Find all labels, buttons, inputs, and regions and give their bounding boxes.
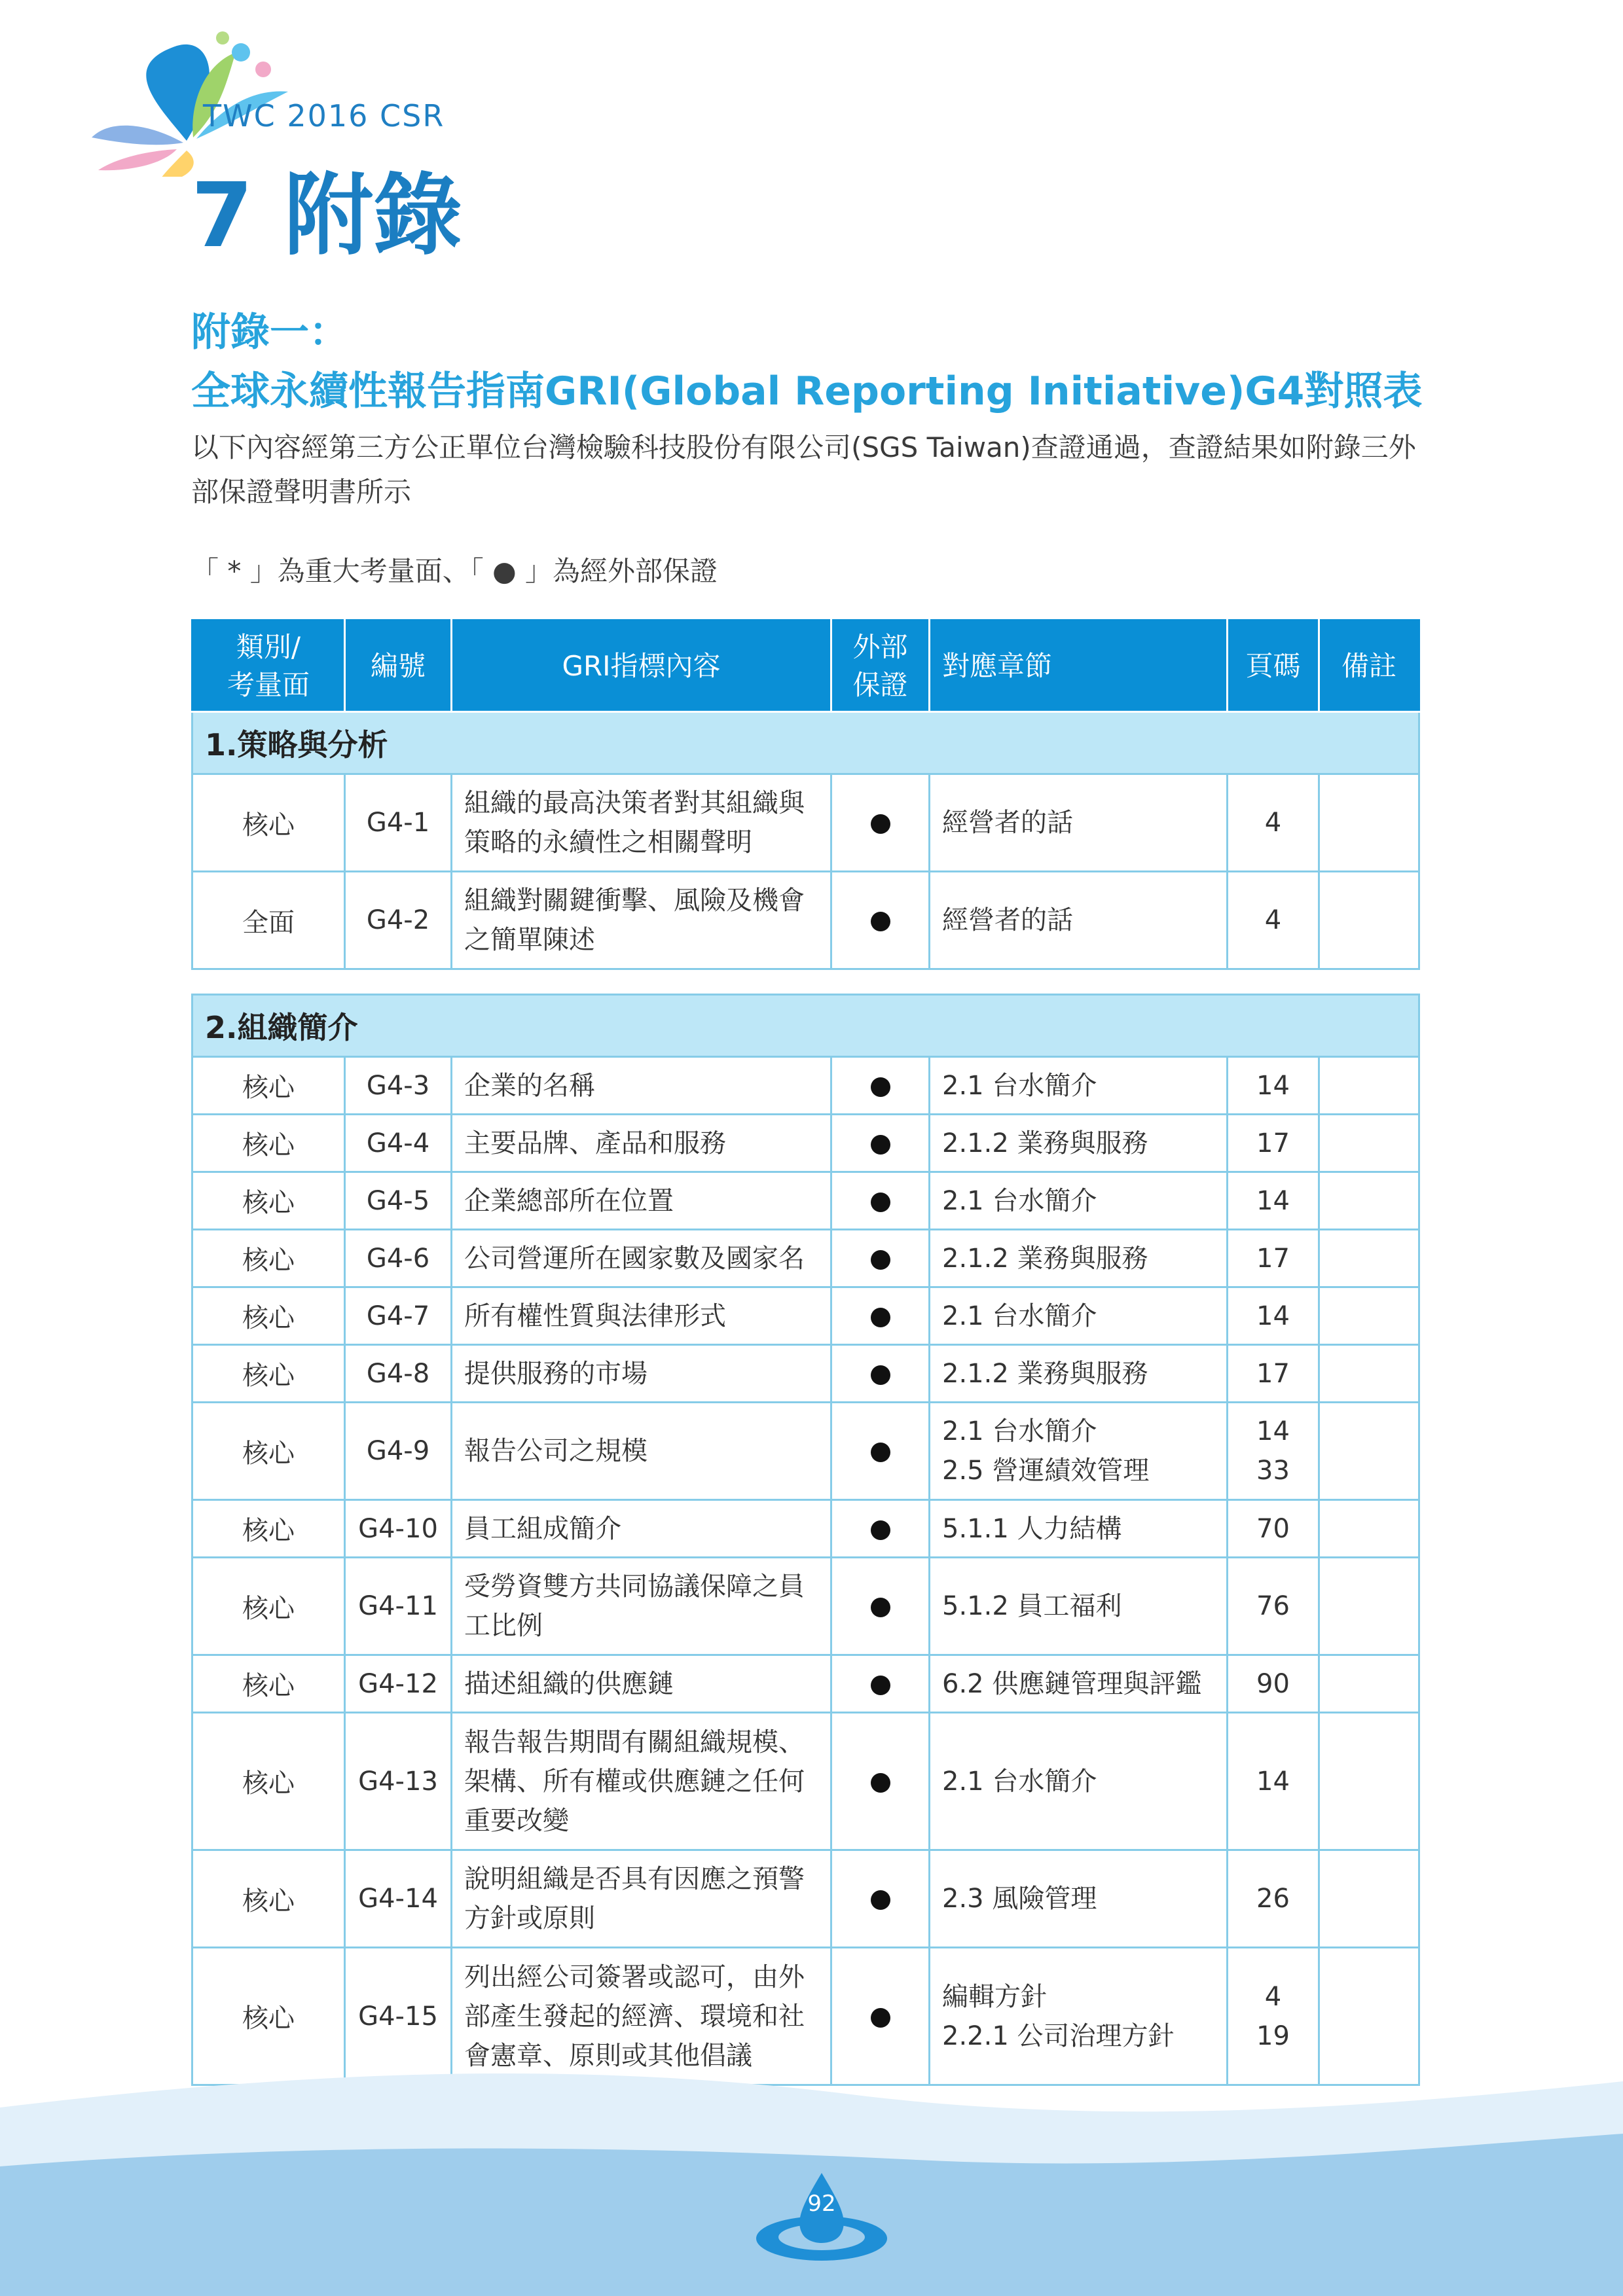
category-cell: 核心	[192, 1403, 345, 1500]
remark-cell	[1319, 1345, 1419, 1403]
remark-cell	[1319, 1057, 1419, 1115]
category-cell: 核心	[192, 1713, 345, 1850]
assurance-cell	[831, 1172, 930, 1230]
section-row	[192, 995, 1419, 1057]
assurance-cell	[831, 1403, 930, 1500]
section-cell-line: 2.2.1 公司治理方針	[942, 2020, 1175, 2051]
code-cell: G4-11	[345, 1558, 452, 1655]
table-row	[192, 872, 1419, 969]
content-cell	[452, 1115, 831, 1172]
category-cell: 核心	[192, 1230, 345, 1287]
page-cell-line: 76	[1256, 1591, 1290, 1621]
content-cell-line: 提供服務的市場	[464, 1358, 647, 1389]
legend-note: 「 * 」為重大考量面、「 ● 」為經外部保證	[191, 555, 718, 587]
remark-cell	[1319, 872, 1419, 969]
table-row	[192, 1655, 1419, 1713]
section-cell-line: 6.2 供應鏈管理與評鑑	[942, 1668, 1202, 1699]
table-row	[192, 1850, 1419, 1948]
header-content: GRI指標內容	[452, 620, 831, 712]
content-cell	[452, 1948, 831, 2085]
assurance-cell	[831, 1230, 930, 1287]
section-title: 2.組織簡介	[192, 995, 1419, 1057]
assured-dot-icon	[871, 1135, 890, 1155]
code-cell: G4-14	[345, 1850, 452, 1948]
category-cell: 核心	[192, 1558, 345, 1655]
content-cell-line: 企業總部所在位置	[464, 1185, 674, 1216]
content-cell	[452, 1403, 831, 1500]
content-cell-line: 公司營運所在國家數及國家名	[464, 1243, 805, 1274]
content-cell-line: 列出經公司簽署或認可，由外	[464, 1962, 805, 1992]
remark-cell	[1319, 1115, 1419, 1172]
page-cell-line: 26	[1256, 1884, 1290, 1914]
table-row	[192, 1230, 1419, 1287]
content-cell	[452, 1057, 831, 1115]
content-cell-line: 策略的永續性之相關聲明	[464, 827, 752, 857]
remark-cell	[1319, 1850, 1419, 1948]
logo-dot-pink	[255, 62, 271, 77]
brand-text: TWC 2016 CSR	[203, 98, 445, 134]
table-row	[192, 774, 1419, 872]
content-cell-line: 會憲章、原則或其他倡議	[464, 2040, 752, 2071]
logo-petal-pink	[98, 149, 177, 170]
code-cell: G4-9	[345, 1403, 452, 1500]
page-cell	[1228, 1850, 1319, 1948]
content-cell-line: 方針或原則	[464, 1903, 595, 1933]
category-cell: 核心	[192, 1057, 345, 1115]
remark-cell	[1319, 1230, 1419, 1287]
section-cell-line: 5.1.1 人力結構	[942, 1513, 1122, 1544]
category-cell: 核心	[192, 1115, 345, 1172]
page-cell-line: 14	[1256, 1300, 1290, 1331]
content-cell-line: 報告公司之規模	[464, 1436, 647, 1466]
section-cell-line: 2.1 台水簡介	[942, 1185, 1097, 1216]
content-cell	[452, 774, 831, 872]
table-row	[192, 1057, 1419, 1115]
code-cell: G4-5	[345, 1172, 452, 1230]
content-cell	[452, 1287, 831, 1345]
gri-table-profile	[191, 994, 1420, 2086]
content-cell	[452, 1230, 831, 1287]
remark-cell	[1319, 1713, 1419, 1850]
category-cell: 核心	[192, 1172, 345, 1230]
header-assurance: 外部 保證	[831, 620, 930, 712]
category-cell: 核心	[192, 774, 345, 872]
section-cell-line: 2.1 台水簡介	[942, 1070, 1097, 1101]
content-cell-line: 組織的最高決策者對其組織與	[464, 788, 805, 818]
remark-cell	[1319, 1172, 1419, 1230]
code-cell: G4-7	[345, 1287, 452, 1345]
appendix-title: 全球永續性報告指南GRI(Global Reporting Initiative)G4對照表	[191, 368, 1423, 414]
category-cell: 核心	[192, 1948, 345, 2085]
section-cell-line: 經營者的話	[942, 808, 1073, 838]
table-row	[192, 1345, 1419, 1403]
remark-cell	[1319, 1948, 1419, 2085]
content-cell-line: 企業的名稱	[464, 1070, 595, 1101]
assured-dot-icon	[871, 1890, 890, 1910]
appendix-label: 附錄一：	[191, 310, 348, 355]
page-cell	[1228, 1713, 1319, 1850]
table-row	[192, 1500, 1419, 1558]
section-cell	[930, 1655, 1228, 1713]
content-cell	[452, 1655, 831, 1713]
chapter-title: 7 附錄	[191, 164, 462, 268]
section-cell-line: 經營者的話	[942, 905, 1073, 935]
table-row	[192, 1172, 1419, 1230]
code-cell: G4-13	[345, 1713, 452, 1850]
remark-cell	[1319, 1558, 1419, 1655]
content-cell-line: 部產生發起的經濟、環境和社	[464, 2001, 805, 2032]
content-cell-line: 受勞資雙方共同協議保障之員	[464, 1571, 805, 1602]
section-cell-line: 2.1 台水簡介	[942, 1416, 1097, 1446]
header-category: 類別/ 考量面	[192, 620, 345, 712]
section-cell-line: 2.1.2 業務與服務	[942, 1128, 1148, 1158]
section-cell	[930, 1948, 1228, 2085]
section-title: 1.策略與分析	[192, 712, 1419, 774]
assurance-cell	[831, 1115, 930, 1172]
assurance-cell	[831, 1850, 930, 1948]
page-number: 92	[807, 2191, 836, 2217]
header-section: 對應章節	[930, 620, 1228, 712]
assured-dot-icon	[871, 1676, 890, 1695]
page-cell	[1228, 1403, 1319, 1500]
remark-cell	[1319, 1403, 1419, 1500]
section-row	[192, 712, 1419, 774]
intro-paragraph: 以下內容經第三方公正單位台灣檢驗科技股份有限公司(SGS Taiwan)查證通過，查證結果如附錄三外部保證聲明書所示	[191, 431, 1416, 508]
page-cell	[1228, 1345, 1319, 1403]
content-cell-line: 主要品牌、產品和服務	[464, 1128, 726, 1158]
section-cell-line: 2.1 台水簡介	[942, 1300, 1097, 1331]
section-cell	[930, 1230, 1228, 1287]
page-cell-line: 70	[1256, 1513, 1290, 1544]
assured-dot-icon	[871, 1250, 890, 1270]
logo-petal-purple	[92, 126, 183, 145]
section-cell	[930, 1115, 1228, 1172]
assured-dot-icon	[871, 1308, 890, 1327]
logo-dot-green	[216, 31, 229, 45]
content-cell-line: 描述組織的供應鏈	[464, 1668, 674, 1699]
header-page: 頁碼	[1228, 620, 1319, 712]
category-cell: 核心	[192, 1655, 345, 1713]
page-cell	[1228, 1287, 1319, 1345]
code-cell: G4-8	[345, 1345, 452, 1403]
assurance-cell	[831, 1713, 930, 1850]
page-cell	[1228, 1500, 1319, 1558]
page-cell	[1228, 1115, 1319, 1172]
content-cell-line: 員工組成簡介	[464, 1513, 621, 1544]
page-cell-line: 4	[1264, 905, 1282, 935]
remark-cell	[1319, 1287, 1419, 1345]
section-cell-line: 2.1.2 業務與服務	[942, 1243, 1148, 1274]
header-code: 編號	[345, 620, 452, 712]
assured-dot-icon	[871, 1598, 890, 1617]
content-cell	[452, 872, 831, 969]
page-cell-line: 14	[1256, 1185, 1290, 1216]
page-cell	[1228, 1172, 1319, 1230]
content-cell	[452, 1713, 831, 1850]
section-cell	[930, 1713, 1228, 1850]
content-cell-line: 報告報告期間有關組織規模、	[464, 1727, 805, 1757]
page-cell-line: 33	[1256, 1456, 1290, 1486]
content-cell-line: 說明組織是否具有因應之預警	[464, 1864, 805, 1894]
content-cell-line: 重要改變	[464, 1805, 569, 1836]
header-remark: 備註	[1319, 620, 1419, 712]
section-cell-line: 編輯方針	[942, 1981, 1047, 2012]
assurance-cell	[831, 1948, 930, 2085]
assured-dot-icon	[871, 1077, 890, 1097]
assurance-cell	[831, 774, 930, 872]
page-cell-line: 17	[1256, 1358, 1290, 1389]
assurance-cell	[831, 1500, 930, 1558]
section-cell	[930, 1558, 1228, 1655]
section-cell	[930, 872, 1228, 969]
content-cell	[452, 1558, 831, 1655]
assured-dot-icon	[871, 814, 890, 834]
assurance-cell	[831, 1655, 930, 1713]
section-cell-line: 2.1 台水簡介	[942, 1766, 1097, 1797]
content-cell-line: 之簡單陳述	[464, 925, 595, 955]
gri-table-strategy	[191, 619, 1420, 970]
page-cell	[1228, 1655, 1319, 1713]
section-cell-line: 2.1.2 業務與服務	[942, 1358, 1148, 1389]
assurance-cell	[831, 1057, 930, 1115]
remark-cell	[1319, 1500, 1419, 1558]
code-cell: G4-10	[345, 1500, 452, 1558]
page-cell	[1228, 1057, 1319, 1115]
section-cell	[930, 1057, 1228, 1115]
assured-dot-icon	[871, 912, 890, 931]
content-cell	[452, 1345, 831, 1403]
table-row	[192, 1115, 1419, 1172]
section-cell	[930, 1850, 1228, 1948]
table-header-row	[192, 620, 1419, 712]
page-cell-line: 19	[1256, 2020, 1290, 2051]
table-row	[192, 1558, 1419, 1655]
code-cell: G4-12	[345, 1655, 452, 1713]
content-cell-line: 架構、所有權或供應鏈之任何	[464, 1766, 805, 1797]
section-cell-line: 5.1.2 員工福利	[942, 1591, 1122, 1621]
assurance-cell	[831, 1558, 930, 1655]
category-cell: 核心	[192, 1500, 345, 1558]
section-cell	[930, 774, 1228, 872]
remark-cell	[1319, 1655, 1419, 1713]
code-cell: G4-4	[345, 1115, 452, 1172]
footer-wave	[0, 2068, 1623, 2296]
content-cell	[452, 1172, 831, 1230]
assured-dot-icon	[871, 1193, 890, 1212]
category-cell: 核心	[192, 1850, 345, 1948]
section-cell	[930, 1172, 1228, 1230]
section-cell	[930, 1500, 1228, 1558]
page-cell-line: 14	[1256, 1416, 1290, 1446]
content-cell-line: 所有權性質與法律形式	[464, 1300, 726, 1331]
assurance-cell	[831, 872, 930, 969]
category-cell: 全面	[192, 872, 345, 969]
page-cell-line: 4	[1264, 808, 1282, 838]
table-row	[192, 1287, 1419, 1345]
page-cell	[1228, 872, 1319, 969]
category-cell: 核心	[192, 1345, 345, 1403]
page-cell	[1228, 1948, 1319, 2085]
content-cell-line: 組織對關鍵衝擊、風險及機會	[464, 886, 805, 916]
table-row	[192, 1403, 1419, 1500]
content-cell	[452, 1850, 831, 1948]
content-cell	[452, 1500, 831, 1558]
code-cell: G4-2	[345, 872, 452, 969]
assured-dot-icon	[871, 1365, 890, 1385]
assured-dot-icon	[871, 2008, 890, 2028]
code-cell: G4-15	[345, 1948, 452, 2085]
page-cell-line: 4	[1264, 1981, 1282, 2012]
section-cell	[930, 1403, 1228, 1500]
content-cell-line: 工比例	[464, 1611, 543, 1641]
assured-dot-icon	[871, 1443, 890, 1462]
table-row	[192, 1713, 1419, 1850]
section-cell	[930, 1345, 1228, 1403]
page-cell	[1228, 774, 1319, 872]
code-cell: G4-3	[345, 1057, 452, 1115]
assured-dot-icon	[871, 1773, 890, 1793]
logo-dot-lightblue	[232, 43, 250, 62]
remark-cell	[1319, 774, 1419, 872]
code-cell: G4-1	[345, 774, 452, 872]
page-cell	[1228, 1558, 1319, 1655]
page-cell-line: 90	[1256, 1668, 1290, 1699]
assurance-cell	[831, 1345, 930, 1403]
page-cell-line: 17	[1256, 1128, 1290, 1158]
assurance-cell	[831, 1287, 930, 1345]
section-cell-line: 2.5 營運績效管理	[942, 1456, 1150, 1486]
table-row	[192, 1948, 1419, 2085]
assured-dot-icon	[871, 1520, 890, 1540]
category-cell: 核心	[192, 1287, 345, 1345]
page-cell	[1228, 1230, 1319, 1287]
page-cell-line: 14	[1256, 1070, 1290, 1101]
code-cell: G4-6	[345, 1230, 452, 1287]
page-cell-line: 17	[1256, 1243, 1290, 1274]
page-cell-line: 14	[1256, 1766, 1290, 1797]
section-cell	[930, 1287, 1228, 1345]
section-cell-line: 2.3 風險管理	[942, 1884, 1097, 1914]
